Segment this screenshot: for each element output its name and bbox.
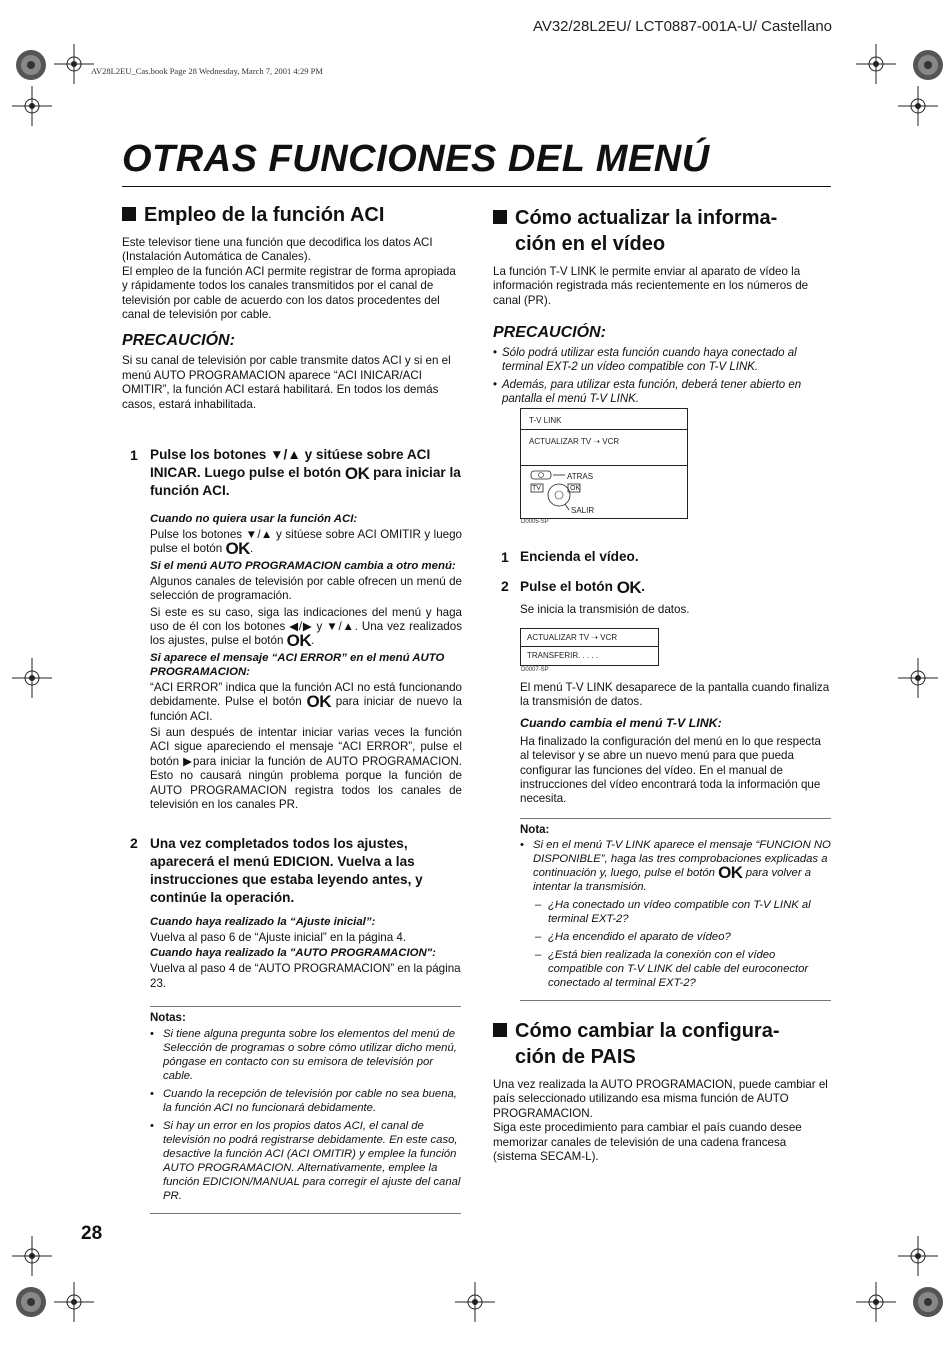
sub-text: Si aun después de intentar iniciar varias veces la función ACI sigue apareciendo el mensaje “ACI ERROR”, pulse el botón ▶para iniciar la función de AUTO PROGRAMACION. Esto no causará ningún problema porque la función de AUTO PROGRAMACION registra todos los canales de televisión en los canales PR. xyxy=(150,726,462,812)
page-title: OTRAS FUNCIONES DEL MENÚ xyxy=(122,138,710,180)
dash-icon: – xyxy=(535,899,542,911)
bullet-icon: • xyxy=(150,1028,154,1040)
paragraph: Una vez realizada la AUTO PROGRAMACION, puede cambiar el país seleccionado utilizando esa misma función de AUTO PROGRAMACION. xyxy=(493,1078,828,1120)
left-column xyxy=(122,202,462,412)
check-item xyxy=(520,948,831,990)
crosshair-mark-icon xyxy=(898,86,938,126)
sub-text xyxy=(150,681,462,724)
section-heading-aci xyxy=(122,202,462,228)
dash-icon: – xyxy=(535,949,542,961)
step-number: 2 xyxy=(501,578,509,594)
step-text-b: . xyxy=(641,579,645,594)
page-number: 28 xyxy=(81,1223,103,1244)
step-subtext: Se inicia la transmisión de datos. xyxy=(520,603,690,616)
crosshair-mark-icon xyxy=(898,658,938,698)
registration-mark-icon xyxy=(11,1282,51,1322)
screen-row: TRANSFERIR. . . . . xyxy=(527,651,599,660)
caution-heading: PRECAUCIÓN: xyxy=(493,324,606,342)
subheading: Cuando haya realizado la “Ajuste inicial”: xyxy=(150,916,376,928)
step-number: 2 xyxy=(130,835,138,851)
ok-button-icon: OK xyxy=(225,539,250,559)
bullet-icon: • xyxy=(150,1088,154,1100)
step-number: 1 xyxy=(501,549,509,565)
note-item xyxy=(520,838,831,894)
note-item xyxy=(150,1119,461,1203)
subheading: Si el menú AUTO PROGRAMACION cambia a otro menú: xyxy=(150,559,456,572)
step-text-a: Pulse el botón xyxy=(520,579,613,594)
check-text: ¿Ha conectado un vídeo compatible con T-V LINK al terminal EXT-2? xyxy=(548,899,811,925)
sub-text-a: Pulse los botones ▼/▲ y sitúese sobre ACI OMITIR y luego pulse el botón xyxy=(150,528,462,556)
screen-label-tv: TV xyxy=(532,485,541,492)
check-item xyxy=(520,898,831,926)
tvlink-intro: La función T-V LINK le permite enviar al aparato de vídeo la información registrada más recientemente en los números de canal (PR). xyxy=(493,265,809,307)
check-text: ¿Ha encendido el aparato de vídeo? xyxy=(548,931,731,943)
paragraph: Este televisor tiene una función que decodifica los datos ACI (Instalación Automática de Canales). xyxy=(122,236,433,264)
paragraph: Ha finalizado la configuración del menú en lo que respecta al televisor y se abre un nuevo menú para que pueda configurar las funciones del vídeo. En el manual de instrucciones del vídeo encontrará toda la información que necesita. xyxy=(520,734,821,806)
ok-button-icon: OK xyxy=(718,863,743,882)
section-heading-text: Cómo actualizar la informa- xyxy=(515,207,778,229)
square-bullet-icon xyxy=(493,1023,507,1037)
aci-intro xyxy=(122,236,462,322)
screen-label-ok: OK xyxy=(570,485,581,492)
crosshair-mark-icon xyxy=(54,1282,94,1322)
screen-divider xyxy=(521,465,687,466)
step-text-b: para iniciar la función ACI. xyxy=(150,465,461,498)
step-text xyxy=(150,446,462,500)
sub-text: Vuelva al paso 4 de “AUTO PROGRAMACION” en la página 23. xyxy=(150,962,461,990)
caution-heading: PRECAUCIÓN: xyxy=(122,332,235,350)
sub-text-a: “ACI ERROR” indica que la función ACI no está funcionando debidamente. Pulse el botón xyxy=(150,680,462,709)
sub-text-b: para iniciar de nuevo la función ACI. xyxy=(150,695,462,723)
section-heading-tvlink xyxy=(493,205,833,257)
screen-title: T-V LINK xyxy=(529,416,562,425)
step-2-aci xyxy=(150,835,462,991)
ok-button-icon: OK xyxy=(306,692,331,712)
note-text: Si hay un error en los propios datos ACI, el canal de televisión no podrá registrarse debidamente. En este caso, desactive la función ACI (ACI OMITIR) y emplee la función AUTO PROGRAMACION. Alternativamente, emplee la función EDICION/MANUAL para corregir el ajuste del canal PR. xyxy=(163,1120,461,1202)
sub-text-a: Si este es su caso, siga las indicaciones del menú y haga uso de él con los botones ◀/▶ y ▼/▲. Una vez realizados los ajustes, pulse el botón xyxy=(150,605,462,648)
crosshair-mark-icon xyxy=(12,658,52,698)
ok-button-icon: OK xyxy=(616,578,642,597)
step-1-aci xyxy=(150,446,462,813)
check-item xyxy=(520,930,831,944)
crosshair-mark-icon xyxy=(54,44,94,84)
dash-icon: – xyxy=(535,931,542,943)
step-text: Una vez completados todos los ajustes, aparecerá el menú EDICION. Vuelva a las instrucciones que estaba leyendo antes, y continúe la operación. xyxy=(150,836,423,905)
section-heading-text: Empleo de la función ACI xyxy=(144,204,385,226)
caution-item xyxy=(493,346,833,374)
sub-text: Vuelva al paso 6 de “Ajuste inicial” en la página 4. xyxy=(150,931,407,944)
right-column-bottom xyxy=(493,1018,833,1164)
note-text: Si tiene alguna pregunta sobre los elementos del menú de Selección de programas o sobre cómo utilizar dicho menú, póngase en contacto con su emisora de televisión por cable. xyxy=(163,1028,457,1082)
subheading: Cuando no quiera usar la función ACI: xyxy=(150,513,358,525)
section-heading-text: Cómo cambiar la configura- xyxy=(515,1020,780,1042)
crosshair-mark-icon xyxy=(898,1236,938,1276)
sub-text-b: . xyxy=(249,542,254,556)
registration-mark-icon xyxy=(908,1282,948,1322)
book-file-line: AV28L2EU_Cas.book Page 28 Wednesday, March 7, 2001 4:29 PM xyxy=(91,66,323,76)
step-number: 1 xyxy=(130,447,138,463)
transfer-screen xyxy=(520,628,659,666)
note-text: Si en el menú T-V LINK aparece el mensaje “FUNCION NO DISPONIBLE”, haga las tres comprobaciones explicadas a continuación y, luego, pulse el botón xyxy=(533,839,831,879)
square-bullet-icon xyxy=(493,210,507,224)
square-bullet-icon xyxy=(122,207,136,221)
step-text: Encienda el vídeo. xyxy=(520,549,639,564)
tvlink-menu-screen xyxy=(520,408,688,519)
right-column-middle xyxy=(520,681,832,807)
subheading: Si aparece el mensaje “ACI ERROR” en el menú AUTO PROGRAMACION: xyxy=(150,651,445,678)
paragraph: El menú T-V LINK desaparece de la pantalla cuando finaliza la transmisión de datos. xyxy=(520,681,830,709)
section-heading-text: ción de PAIS xyxy=(515,1046,636,1068)
screen-label-atras: ATRAS xyxy=(567,472,594,481)
note-item xyxy=(150,1087,461,1115)
nota-heading: Nota: xyxy=(520,824,550,836)
paragraph: El empleo de la función ACI permite registrar de forma apropiada y rápidamente todos los canales transmitidos por el canal de televisión por cable de acuerdo con los datos procedentes del canal de televisión por cable. xyxy=(122,264,456,322)
bullet-icon: • xyxy=(150,1120,154,1132)
screen-row: ACTUALIZAR TV ➝ VCR xyxy=(527,633,618,642)
sub-text-b: . xyxy=(311,634,315,648)
section-heading-pais xyxy=(493,1018,833,1070)
crosshair-mark-icon xyxy=(856,44,896,84)
crosshair-mark-icon xyxy=(12,1236,52,1276)
step-text xyxy=(520,578,645,596)
crosshair-mark-icon xyxy=(856,1282,896,1322)
subheading: Cuando cambia el menú T-V LINK: xyxy=(520,715,722,730)
note-item xyxy=(150,1027,461,1083)
ok-button-icon: OK xyxy=(344,464,370,483)
bullet-icon: • xyxy=(520,839,524,851)
document-id: AV32/28L2EU/ LCT0887-001A-U/ Castellano xyxy=(532,18,832,35)
nota-box xyxy=(520,818,831,1001)
note-text: Cuando la recepción de televisión por cable no sea buena, la función ACI no funcionará debidamente. xyxy=(163,1088,457,1114)
sub-text: Algunos canales de televisión por cable ofrecen un menú de selección de programación. xyxy=(150,574,462,603)
pais-text xyxy=(493,1078,833,1164)
screen-divider xyxy=(521,646,658,647)
paragraph: Siga este procedimiento para cambiar el país cuando desee memorizar canales de televisión de una cadena francesa (sistema SECAM-L). xyxy=(493,1121,802,1164)
bullet-icon: • xyxy=(493,347,498,360)
figure-code: D0005-SP xyxy=(521,519,549,525)
right-column-top xyxy=(493,205,833,410)
step-text-a: Pulse los botones ▼/▲ y sitúese sobre ACI INICAR. Luego pulse el botón xyxy=(150,447,431,480)
caution-item xyxy=(493,378,833,406)
screen-divider xyxy=(521,429,687,430)
sub-text xyxy=(150,606,462,649)
registration-mark-icon xyxy=(11,45,51,85)
title-divider xyxy=(122,186,831,187)
screen-row: ACTUALIZAR TV ➝ VCR xyxy=(529,437,620,446)
section-heading-text: ción en el vídeo xyxy=(515,233,666,255)
notes-heading: Notas: xyxy=(150,1012,186,1024)
subheading: Cuando haya realizado la "AUTO PROGRAMACION": xyxy=(150,947,436,960)
crosshair-mark-icon xyxy=(12,86,52,126)
check-text: ¿Está bien realizada la conexión con el vídeo compatible con T-V LINK del cable del euroconector conectado al terminal EXT-2? xyxy=(548,949,809,989)
note-text: para volver a intentar la transmisión. xyxy=(533,867,812,893)
ok-button-icon: OK xyxy=(286,631,312,651)
notes-box xyxy=(150,1006,461,1214)
figure-code: D0007-SP xyxy=(521,667,549,673)
screen-label-salir: SALIR xyxy=(571,506,595,515)
sub-text xyxy=(150,528,462,557)
registration-mark-icon xyxy=(908,45,948,85)
bullet-icon: • xyxy=(493,379,498,392)
crosshair-mark-icon xyxy=(455,1282,495,1322)
caution-text: Sólo podrá utilizar esta función cuando haya conectado al terminal EXT-2 un vídeo compatible con T-V LINK. xyxy=(502,347,797,374)
caution-text: Si su canal de televisión por cable transmite datos ACI y si en el menú AUTO PROGRAMACION aparece “ACI INICAR/ACI OMITIR”, la función ACI estará habilitará. En todos los demás casos, estará inhabilitada. xyxy=(122,354,451,411)
caution-text: Además, para utilizar esta función, deberá tener abierto en pantalla el menú T-V LINK. xyxy=(502,379,802,406)
